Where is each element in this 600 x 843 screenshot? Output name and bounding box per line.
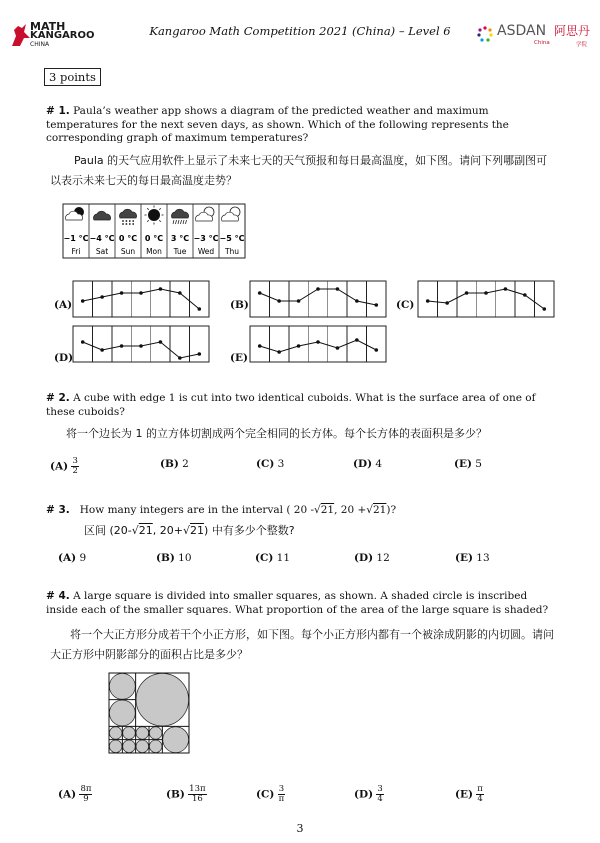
q2-text xyxy=(46,392,558,419)
q3-option-e[interactable]: (E) 13 xyxy=(455,552,490,564)
temperature-label: −5 °C xyxy=(219,234,245,243)
q4-zh-line2: 大正方形中阴影部分的面积占比是多少？ xyxy=(50,648,248,661)
temperature-point xyxy=(120,344,124,348)
day-label: Tue xyxy=(173,247,187,256)
q2-option-c[interactable]: (C) 3 xyxy=(256,458,285,470)
temperature-point xyxy=(336,346,340,350)
shaded-circle xyxy=(136,727,149,740)
temperature-point xyxy=(374,348,378,352)
temperature-point xyxy=(197,352,201,356)
q1-zh-line2: 以表示未来七天的每日最高温度走势？ xyxy=(50,174,237,187)
q1-option-label-d[interactable]: (D) xyxy=(54,352,74,364)
sqrt-symbol: √ xyxy=(366,504,373,516)
temperature-point xyxy=(374,303,378,307)
temperature-point xyxy=(139,291,143,295)
q3-interval-open: ( 20 - xyxy=(286,504,315,516)
shaded-circle xyxy=(149,727,162,740)
logo-line-math: MATH xyxy=(30,20,66,33)
temperature-point xyxy=(297,299,301,303)
q4-text xyxy=(46,590,561,617)
q4-option-e[interactable]: (E) $\frac{\pi}{4}$ xyxy=(455,784,483,804)
asdan-brand: ASDAN xyxy=(497,23,547,39)
temperature-point xyxy=(355,299,359,303)
sqrt-symbol: √ xyxy=(314,504,321,516)
q1-option-label-b[interactable]: (B) xyxy=(230,299,249,311)
page-title: Kangaroo Math Competition 2021 (China) – Level 6 xyxy=(149,24,451,38)
logo-line-china: CHINA xyxy=(30,41,50,48)
shaded-circle xyxy=(149,740,162,753)
q4-option-a[interactable]: (A) $\frac{8\pi}{9}$ xyxy=(58,784,92,804)
q1-option-graph-a[interactable] xyxy=(72,280,210,322)
temperature-point xyxy=(178,356,182,360)
temperature-point xyxy=(355,338,359,342)
q4-number: # 4. xyxy=(46,590,70,602)
temperature-point xyxy=(523,293,527,297)
day-label: Sat xyxy=(95,247,109,256)
q2-option-e[interactable]: (E) 5 xyxy=(454,458,482,470)
q1-number: # 1. xyxy=(46,105,70,117)
temperature-point xyxy=(426,299,430,303)
day-label: Sun xyxy=(120,247,136,256)
q1-option-graph-c[interactable] xyxy=(417,280,555,322)
page-number: 3 xyxy=(296,822,304,835)
shaded-circle xyxy=(136,740,149,753)
q1-option-graph-d[interactable] xyxy=(72,325,210,367)
asdan-logo xyxy=(476,22,596,52)
shaded-circle xyxy=(109,727,122,740)
temperature-point xyxy=(197,307,201,311)
q3-interval-close: )? xyxy=(386,504,397,516)
q2-option-a[interactable] xyxy=(50,457,79,476)
q3-option-d[interactable]: (D) 12 xyxy=(354,552,390,564)
q1-zh-line1: Paula 的天气应用软件上显示了未来七天的天气预报和每日最高温度，如下图。请问下列哪副图可 xyxy=(74,154,548,167)
q4-option-c[interactable]: (C) $\frac{3}{\pi}$ xyxy=(256,784,285,804)
asdan-sub: China xyxy=(534,40,550,46)
temperature-point xyxy=(81,340,85,344)
q3-interval-mid: , 20 + xyxy=(334,504,367,516)
temperature-point xyxy=(316,340,320,344)
day-label: Mon xyxy=(146,247,162,256)
q1-option-label-c[interactable]: (C) xyxy=(396,299,415,311)
temperature-point xyxy=(159,287,163,291)
q4-zh-line1: 将一个大正方形分成若干个小正方形，如下图。每个小正方形内都有一个被涂成阴影的内切圆。请问 xyxy=(70,628,554,641)
day-label: Fri xyxy=(71,247,81,256)
q4-option-b[interactable]: (B) $\frac{13\pi}{16}$ xyxy=(166,784,206,804)
asdan-burst-icon xyxy=(476,25,494,43)
q3-zh: 区间 (20-√21, 20+√21) 中有多少个整数? xyxy=(84,524,295,537)
shaded-circle xyxy=(163,727,189,753)
q2-option-d[interactable]: (D) 4 xyxy=(353,458,383,470)
shaded-circle xyxy=(136,673,189,726)
temperature-point xyxy=(484,291,488,295)
q3-text xyxy=(46,504,566,518)
q4-figure-svg xyxy=(108,672,190,754)
q2-zh: 将一个边长为 1 的立方体切割成两个完全相同的长方体。每个长方体的表面积是多少？ xyxy=(66,427,487,440)
q4-body: A large square is divided into smaller squares, as shown. A shaded circle is inscribed inside each of the smaller squares. What proportion of the area of the large square is shaded? xyxy=(46,590,549,616)
logo-line-kangaroo: KANGAROO xyxy=(30,30,95,41)
q2-number: # 2. xyxy=(46,392,70,404)
shaded-circle xyxy=(109,673,135,699)
shaded-circle xyxy=(109,740,122,753)
points-box: 3 points xyxy=(44,68,101,86)
temperature-point xyxy=(465,291,469,295)
q3-number: # 3. xyxy=(46,504,70,516)
temperature-label: 3 °C xyxy=(170,234,190,243)
temperature-point xyxy=(445,301,449,305)
temperature-point xyxy=(277,299,281,303)
q3-rad1: 21 xyxy=(320,504,335,516)
temperature-point xyxy=(542,307,546,311)
temperature-point xyxy=(120,291,124,295)
asdan-cn: 阿思丹 xyxy=(554,24,591,38)
q3-option-a[interactable]: (A) 9 xyxy=(58,552,87,564)
q2-body: A cube with edge 1 is cut into two identical cuboids. What is the surface area of one of these cuboids? xyxy=(46,392,536,418)
temperature-point xyxy=(159,340,163,344)
q3-body: How many integers are in the interval xyxy=(79,504,283,516)
squares-circles-figure xyxy=(108,672,190,758)
temperature-point xyxy=(100,348,104,352)
q1-body: Paula’s weather app shows a diagram of the predicted weather and maximum temperatures for the next seven days, as shown. Which of the following represents the corresponding graph of maximum temperatures? xyxy=(46,105,509,144)
day-label: Wed xyxy=(197,247,215,256)
temperature-label: 0 °C xyxy=(118,234,138,243)
q1-option-label-e[interactable]: (E) xyxy=(230,352,248,364)
q3-option-c[interactable]: (C) 11 xyxy=(255,552,291,564)
temperature-point xyxy=(504,287,508,291)
temperature-label: 0 °C xyxy=(144,234,164,243)
asdan-cn-sub: 学院 xyxy=(576,42,588,48)
fraction: $\frac{3}{2}$ xyxy=(72,456,78,476)
q1-text xyxy=(46,105,558,146)
temperature-point xyxy=(336,287,340,291)
q4-option-d[interactable]: (D) $\frac{3}{4}$ xyxy=(354,784,383,804)
temperature-point xyxy=(316,287,320,291)
day-label: Thu xyxy=(224,247,240,256)
weather-diagram xyxy=(62,203,246,263)
temperature-point xyxy=(139,344,143,348)
q2-option-b[interactable]: (B) 2 xyxy=(160,458,189,470)
weather-table xyxy=(62,203,246,259)
shaded-circle xyxy=(123,727,136,740)
temperature-point xyxy=(258,344,262,348)
q1-option-label-a[interactable]: (A) xyxy=(54,299,73,311)
q1-option-graph-e[interactable] xyxy=(249,325,387,367)
temperature-point xyxy=(258,291,262,295)
temperature-point xyxy=(277,350,281,354)
temperature-point xyxy=(178,291,182,295)
option-label: (A) xyxy=(50,460,69,473)
temperature-label: −4 °C xyxy=(89,234,115,243)
shaded-circle xyxy=(109,700,135,726)
q3-rad2: 21 xyxy=(372,504,387,516)
shaded-circle xyxy=(123,740,136,753)
temperature-point xyxy=(297,344,301,348)
q3-option-b[interactable]: (B) 10 xyxy=(156,552,192,564)
q1-option-graph-b[interactable] xyxy=(249,280,387,322)
temperature-label: −3 °C xyxy=(193,234,219,243)
temperature-point xyxy=(100,295,104,299)
temperature-label: −1 °C xyxy=(63,234,89,243)
temperature-point xyxy=(81,299,85,303)
